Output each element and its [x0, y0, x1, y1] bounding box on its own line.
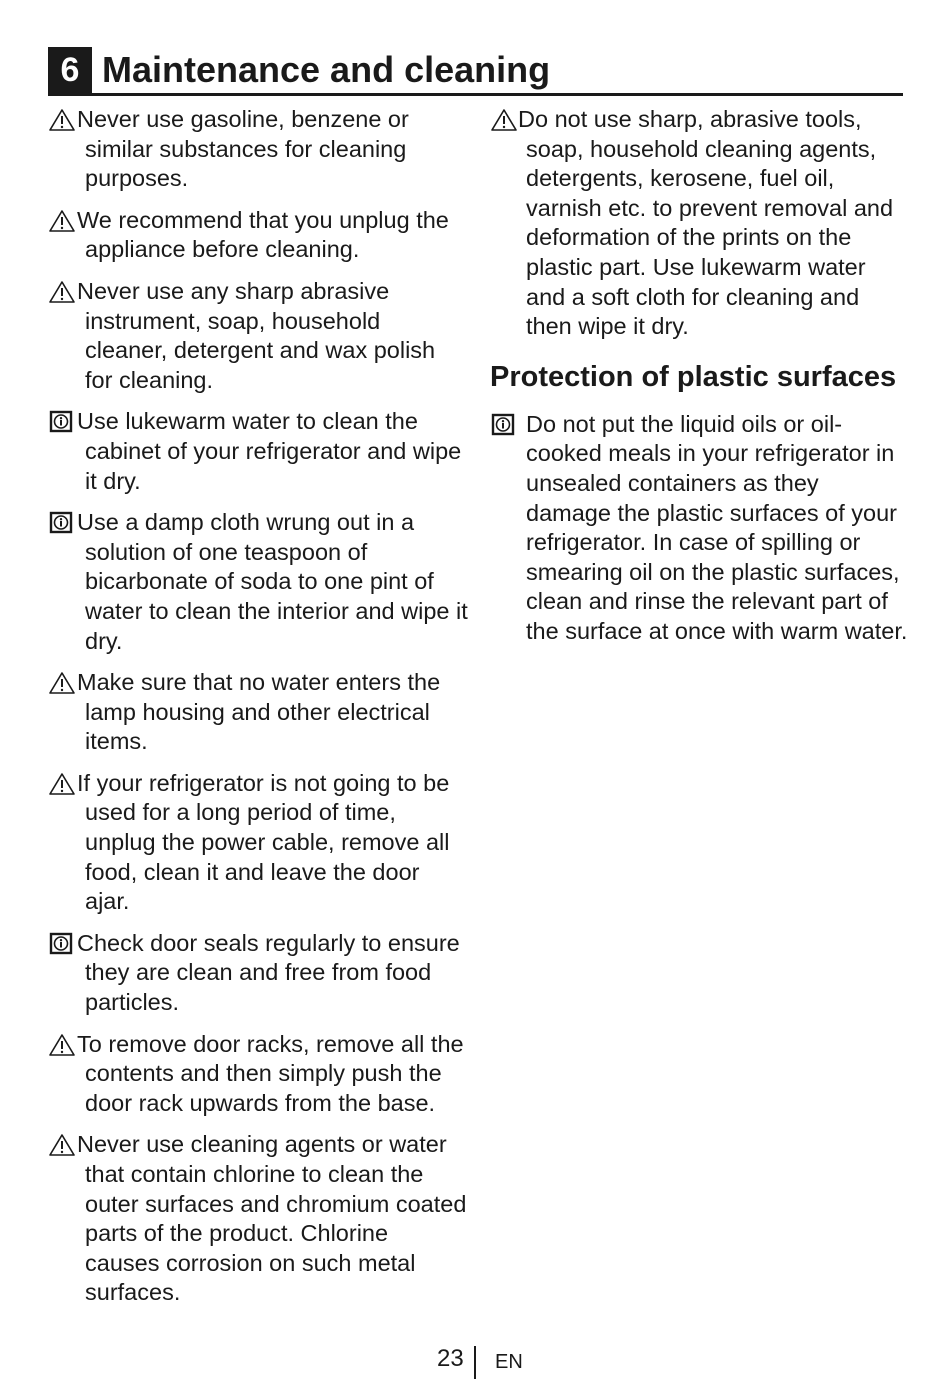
section-title: Maintenance and cleaning: [102, 49, 551, 90]
info-icon: [48, 410, 76, 434]
warning-icon: [490, 108, 518, 132]
warning-icon: [48, 280, 76, 304]
warning-icon: [48, 1033, 76, 1057]
item-text: Never use cleaning agents or water that contain chlorine to clean the outer surfaces and chromium coated parts of the product. Chlorine causes corrosion on such metal surfaces.: [77, 1131, 467, 1306]
footer-divider: [474, 1346, 476, 1379]
list-item: [48, 206, 468, 265]
list-item: [490, 410, 910, 647]
list-item: [48, 929, 468, 1018]
info-icon: [48, 932, 76, 956]
list-item: [48, 105, 468, 194]
list-item: [48, 769, 468, 917]
subheading: Protection of plastic surfaces: [490, 360, 897, 393]
page-footer: [0, 1344, 950, 1384]
info-icon: [48, 511, 76, 535]
list-item: [490, 105, 910, 342]
list-item: [48, 1130, 468, 1308]
warning-icon: [48, 209, 76, 233]
info-icon: [490, 413, 518, 437]
item-text: Check door seals regularly to ensure they are clean and free from food particles.: [77, 929, 460, 1016]
item-text: Do not use sharp, abrasive tools, soap, household cleaning agents, detergents, kerosene, fuel oil, varnish etc. to prevent removal and deformation of the prints on the plastic part. Use lukewarm water and a soft cloth for cleaning and then wipe it dry.: [518, 106, 894, 340]
list-item: [48, 508, 468, 656]
item-text: Never use any sharp abrasive instrument, soap, household cleaner, detergent and wax polish for cleaning.: [77, 277, 436, 393]
warning-icon: [48, 772, 76, 796]
right-column: [490, 105, 910, 659]
language-label: EN: [495, 1351, 523, 1373]
warning-icon: [48, 671, 76, 695]
item-text: Never use gasoline, benzene or similar substances for cleaning purposes.: [77, 106, 409, 192]
item-text: Use a damp cloth wrung out in a solution of one teaspoon of bicarbonate of soda to one pint of water to clean the interior and wipe it dry.: [77, 509, 468, 654]
item-text: Do not put the liquid oils or oil-cooked meals in your refrigerator in unsealed containers as they damage the plastic surfaces of your refrigerator. In case of spilling or smearing oil on the plastic surfaces, clean and rinse the relevant part of the surface at once with warm water.: [526, 410, 908, 644]
item-text: We recommend that you unplug the appliance before cleaning.: [77, 206, 449, 263]
item-text: To remove door racks, remove all the contents and then simply push the door rack upwards from the base.: [77, 1030, 464, 1116]
page-number: 23: [437, 1345, 464, 1372]
section-number: 6: [48, 47, 92, 93]
warning-icon: [48, 1133, 76, 1157]
item-text: If your refrigerator is not going to be used for a long period of time, unplug the power cable, remove all food, clean it and leave the door ajar.: [77, 769, 450, 915]
list-item: [48, 277, 468, 395]
list-item: [48, 668, 468, 757]
section-header: [48, 47, 903, 96]
warning-icon: [48, 108, 76, 132]
list-item: [48, 407, 468, 496]
item-text: Use lukewarm water to clean the cabinet of your refrigerator and wipe it dry.: [77, 408, 462, 494]
left-column: [48, 105, 468, 1320]
item-text: Make sure that no water enters the lamp housing and other electrical items.: [77, 669, 441, 755]
list-item: [48, 1030, 468, 1119]
